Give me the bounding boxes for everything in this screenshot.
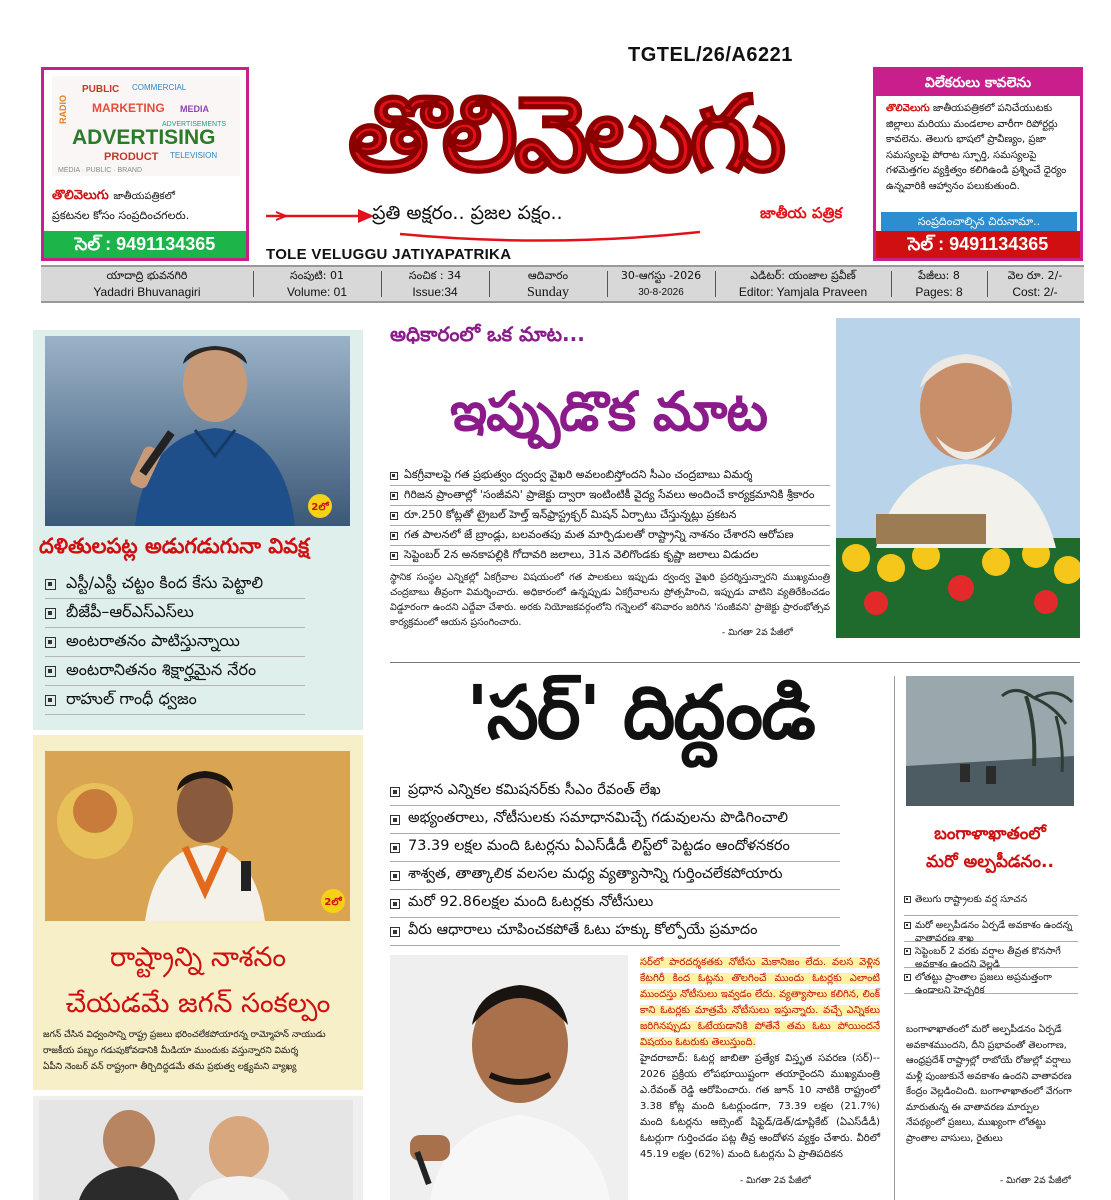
continued-badge-label: 2లో xyxy=(311,502,329,513)
person-illustration xyxy=(45,751,350,921)
list-item xyxy=(904,916,1078,942)
bullet-text: లోతట్టు ప్రాంతాల ప్రజలు అప్రమత్తంగా ఉండాలని హెచ్చరిక xyxy=(915,972,1052,996)
list-item xyxy=(45,599,305,628)
left-story-bullets xyxy=(45,570,305,715)
bullet-icon xyxy=(390,899,400,909)
headline-line: బంగాళాఖాతంలో xyxy=(934,824,1046,844)
pages-telugu: పేజీలు: 8 xyxy=(918,269,960,282)
advertising-word-cloud xyxy=(52,76,240,176)
list-item xyxy=(390,834,840,862)
date-english: 30-8-2026 xyxy=(638,287,684,298)
bullet-icon xyxy=(390,843,400,853)
bullet-icon xyxy=(390,492,398,500)
tagline-swoosh xyxy=(400,230,700,244)
info-separator xyxy=(987,271,988,297)
bullet-text: బీజేపీ–ఆర్ఎస్ఎస్‌లు xyxy=(66,601,194,621)
day-telugu: ఆదివారం xyxy=(527,269,569,282)
bullet-icon xyxy=(45,666,56,677)
reporters-brand: తొలివెలుగు xyxy=(886,103,930,114)
bullet-icon xyxy=(390,472,398,480)
left-story-bottom[interactable] xyxy=(33,1096,363,1200)
bottom-story-photo[interactable] xyxy=(39,1100,353,1200)
cloud-word: COMMERCIAL xyxy=(132,83,187,92)
info-separator xyxy=(891,271,892,297)
reporters-wanted-heading: విలేకరులు కావలెను xyxy=(876,70,1080,96)
list-item xyxy=(45,657,305,686)
bullet-icon xyxy=(390,532,398,540)
info-place xyxy=(47,267,247,301)
list-item xyxy=(390,546,830,566)
bullet-icon xyxy=(45,608,56,619)
continued-badge-label: 2లో xyxy=(324,897,342,908)
cloud-word: TELEVISION xyxy=(170,151,218,160)
ad-brand-line xyxy=(52,188,242,206)
info-separator xyxy=(381,271,382,297)
day-english: Sunday xyxy=(527,285,569,300)
column-rule xyxy=(894,676,895,1200)
place-english: Yadadri Bhuvanagiri xyxy=(93,285,201,299)
issue-telugu: సంచిక : 34 xyxy=(408,269,462,282)
story1-kicker: అధికారంలో ఒక మాట... xyxy=(390,322,585,346)
cloud-word: MARKETING xyxy=(92,101,165,115)
reporters-wanted-ad[interactable] xyxy=(873,67,1083,261)
bullet-icon xyxy=(390,815,400,825)
story1-bullets xyxy=(390,466,830,566)
bullet-icon xyxy=(45,637,56,648)
summary-line: జగన్ చేసిన విధ్వంసాన్ని రాష్ట్ర ప్రజలు భరించలేకపోయారన్న రామ్మోహన్ నాయుడు xyxy=(43,1030,326,1040)
list-item xyxy=(390,862,840,890)
bullet-text: అంటరానితనం శిక్షార్హమైన నేరం xyxy=(66,659,257,679)
bullet-text: మరో 92.86లక్షల మంది ఓటర్లకు నోటీసులు xyxy=(408,893,654,910)
bullet-text: అభ్యంతరాలు, నోటీసులకు సమాధానమిచ్చే గడువులను పొడిగించాలి xyxy=(408,809,789,826)
cloud-word: PUBLIC xyxy=(82,84,120,95)
info-separator xyxy=(715,271,716,297)
list-item xyxy=(904,968,1078,994)
bullet-icon xyxy=(390,927,400,937)
info-separator xyxy=(607,271,608,297)
bullet-text: రూ.250 కోట్లతో ట్రైబల్ హెల్త్ ఇన్‌ఫ్రాస్ట్రక్చర్ మిషన్ ఏర్పాటు చేస్తున్నట్లు ప్రకటన xyxy=(404,507,737,521)
registration-number: TGTEL/26/A6221 xyxy=(628,44,793,66)
list-item xyxy=(45,628,305,657)
cloud-word: MEDIA xyxy=(180,104,209,114)
contact-address-label: సంప్రదించాల్సిన చిరునామా.. xyxy=(881,212,1077,232)
bullet-text: అంటరాతనం పాటిస్తున్నాయి xyxy=(66,630,240,650)
bullet-icon xyxy=(904,896,911,903)
story2-bullets xyxy=(390,778,840,946)
price-english: Cost: 2/- xyxy=(1012,285,1058,299)
story2-body-text: హైదరాబాద్: ఓటర్ల జాబితా ప్రత్యేక విస్తృత సవరణ (సర్)-- 2026 ప్రక్రియ లోపభూయిష్టంగా తయారైందని ముఖ్యమంత్రి ఎ.రేవంత్ రెడ్డి ఆరోపించారు. గత జూన్ 10 నాటికి రాష్ట్రంలో 3.38 కోట్ల మంది ఓటర్లుండగా, 73.39 లక్షల (21.7%) మంది ఓటర్లను ఆబ్సెంట్ షిఫ్టెడ్/డెత్/డూప్లికేట్ (ఏఎస్‌డీడీ) ఓటర్లుగా గుర్తించడం పట్ల తీవ్ర ఆందోళన వ్యక్తం చేశారు. వీరిలో 45.19 లక్షల (62%) మంది ఓటర్లను ఏ ప్రాతిపదికన xyxy=(640,1053,880,1160)
info-separator xyxy=(253,271,254,297)
volume-english: Volume: 01 xyxy=(286,285,348,299)
right-story-bullets xyxy=(904,890,1078,994)
bullet-icon xyxy=(45,695,56,706)
bullet-icon xyxy=(45,579,56,590)
bullet-text: సెప్టెంబర్ 2 వరకు వర్షాల తీవ్రత కొనసాగే అవకాశం ఉందని వెల్లడి xyxy=(915,946,1061,970)
cyclone-rain-photo[interactable] xyxy=(906,676,1074,806)
revanth-reddy-photo[interactable] xyxy=(390,955,628,1200)
date-telugu: 30-ఆగస్టు -2026 xyxy=(620,269,702,282)
story2-highlight: సర్‌లో పారదర్శకతకు నోటీసు మెకానిజం లేదు. వలస వెళ్లిన కేటగిరీ కింద ఓట్లను తొలగించే ముందు ఓటర్లకు ఎలాంటి ముందస్తు నోటీసులు ఇవ్వడం లేదు. వ్యత్యాసాలు కలిగిన, లింక్ కాని ఓటర్లకు మాత్రమే నోటీసులు ఇస్తున్నారు. వచ్చే ఎన్నికలు జరిగినప్పుడు ఓటేయడానికి పోతేనే తమ ఓటు పోయిందనే విషయం ఓటరుకు తెలుస్తుంది. xyxy=(640,957,880,1048)
ad-phone-number[interactable]: సెల్ : 9491134365 xyxy=(44,231,246,258)
pages-english: Pages: 8 xyxy=(915,285,963,299)
list-item xyxy=(45,686,305,715)
summary-line: ఏపీని నెంబర్ వన్ రాష్ట్రంగా తీర్చిదిద్దడమే తమ ప్రభుత్వ లక్ష్యమని వ్యాఖ్య xyxy=(43,1062,297,1072)
bullet-text: గత పాలనలో జే బ్రాండ్లు, బలవంతపు మత మార్పిడులతో రాష్ట్రాన్ని నాశనం చేశారని ఆరోపణ xyxy=(404,527,794,541)
left-story2-headline xyxy=(43,935,353,1027)
bullet-text: శాశ్వత, తాత్కాలిక వలసల మధ్య వ్యత్యాసాన్ని గుర్తించలేకపోయారు xyxy=(408,865,783,882)
left-story-headline: దళితులపట్ల అడుగడుగునా వివక్ష xyxy=(39,534,310,558)
left-story-jagan[interactable] xyxy=(33,735,363,1090)
bullet-text: తెలుగు రాష్ట్రాలకు వర్ష సూచన xyxy=(915,894,1028,905)
bullet-text: ప్రధాన ఎన్నికల కమిషనర్‌కు సీఎం రేవంత్ లేఖ xyxy=(408,781,661,798)
info-issue xyxy=(385,267,485,301)
place-telugu: యాదాద్రి భువనగిరి xyxy=(106,269,188,282)
story1-headline[interactable]: ఇప్పుడొక మాట xyxy=(449,380,768,443)
person-illustration xyxy=(45,336,350,526)
people-illustration xyxy=(39,1100,353,1200)
bullet-icon xyxy=(390,512,398,520)
bullet-icon xyxy=(904,948,911,955)
right-story-headline[interactable] xyxy=(902,820,1078,876)
reporters-wanted-text xyxy=(886,101,1076,194)
list-item xyxy=(904,890,1078,916)
ad-brand-suffix: జాతీయపత్రికలో xyxy=(113,191,175,202)
info-editor xyxy=(719,267,887,301)
cloud-word: ADVERTISEMENTS xyxy=(162,121,227,128)
story2-headline[interactable]: 'సర్' దిద్దండి xyxy=(466,670,814,756)
chandrababu-photo[interactable] xyxy=(836,318,1080,638)
tagline-arrow-icon xyxy=(262,204,382,228)
list-item xyxy=(390,806,840,834)
cloud-word: MEDIA · PUBLIC · BRAND xyxy=(58,167,143,174)
cloud-word: ADVERTISING xyxy=(72,126,216,149)
bullet-text: ఏకగ్రీవాలపై గత ప్రభుత్వం ద్వంద్వ వైఖరి అవలంబిస్తోందని సీఎం చంద్రబాబు విమర్శ xyxy=(404,467,753,481)
issue-info-bar xyxy=(41,265,1084,303)
bullet-text: సెప్టెంబర్ 2న అనకాపల్లికి గోదావరి జలాలు, 31న వెలిగొండకు కృష్ణా జలాలు విడుదల xyxy=(404,547,759,561)
bullet-text: ఎస్టీ/ఎస్టీ చట్టం కింద కేసు పెట్టాలి xyxy=(66,572,264,592)
list-item xyxy=(390,526,830,546)
editor-english: Editor: Yamjala Praveen xyxy=(738,285,868,299)
rahul-gandhi-photo[interactable] xyxy=(45,336,350,526)
bullet-text: మరో అల్పపీడనం ఏర్పడే అవకాశం ఉందన్న వాతావరణ శాఖ xyxy=(915,920,1073,944)
bullet-icon xyxy=(904,974,911,981)
english-name: TOLE VELUGGU JATIYAPATRIKA xyxy=(266,246,512,263)
section-divider xyxy=(390,662,1080,663)
issue-english: Issue:34 xyxy=(412,285,458,299)
cloud-word: PRODUCT xyxy=(104,151,159,163)
info-price xyxy=(991,267,1079,301)
bullet-icon xyxy=(390,552,398,560)
person-illustration xyxy=(836,318,1080,638)
masthead[interactable] xyxy=(262,70,868,210)
headline-line: చేయడమే జగన్ సంకల్పం xyxy=(65,988,331,1019)
right-story-continued[interactable]: - మిగతా 2వ పేజీలో xyxy=(1000,1176,1071,1186)
newspaper-title: తొలివెలుగు xyxy=(347,73,783,195)
editor-telugu: ఎడిటర్: యంజాల ప్రవీణ్ xyxy=(750,269,856,282)
right-story-body: బంగాళాఖాతంలో మరో అల్పపీడనం ఏర్పడే అవకాశముందని, దీని ప్రభావంతో తెలంగాణ, ఆంధ్రప్రదేశ్ రాష్ట్రాల్లో రాబోయే రోజుల్లో వర్షాలు మళ్లీ పుంజుకునే అవకాశం ఉందని వాతావరణ కేంద్రం వెల్లడించింది. బంగాళాఖాతంలో వేగంగా మారుతున్న ఈ వాతావరణ మార్పుల నేపథ్యంలో ప్రజలు, ముఖ్యంగా లోతట్టు ప్రాంతాల వాసులు, రైతులు xyxy=(906,1024,1072,1144)
list-item xyxy=(45,570,305,599)
tagline: ప్రతి అక్షరం.. ప్రజల పక్షం.. xyxy=(372,202,563,224)
bullet-text: వీరు ఆధారాలు చూపించకపోతే ఓటు హక్కు కోల్పోయే ప్రమాదం xyxy=(408,921,758,938)
list-item xyxy=(390,890,840,918)
left-story2-lines xyxy=(43,1027,357,1075)
cloud-word: RADIO xyxy=(58,95,68,124)
left-story-rahul[interactable] xyxy=(33,330,363,730)
info-day xyxy=(493,267,603,301)
reporters-phone-number[interactable]: సెల్ : 9491134365 xyxy=(876,231,1080,258)
bullet-text: గిరిజన ప్రాంతాల్లో 'సంజీవని' ప్రాజెక్టు ద్వారా ఇంటింటికీ వైద్య సేవలు అందించే కార్యక్రమానికి శ్రీకారం xyxy=(404,487,815,501)
national-paper-badge: జాతీయ పత్రిక xyxy=(760,204,843,222)
summary-line: రాజకీయ పబ్బం గడుపుకోవడానికి మీడియా ముందుకు వస్తున్నారని విమర్శ xyxy=(43,1046,299,1056)
info-pages xyxy=(895,267,983,301)
storm-illustration xyxy=(906,676,1074,806)
rammohan-naidu-photo[interactable] xyxy=(45,751,350,921)
bullet-icon xyxy=(390,871,400,881)
bullet-icon xyxy=(904,922,911,929)
bullet-text: 73.39 లక్షల మంది ఓటర్లను ఏఎస్‌డీడీ లిస్ట్‌లో పెట్టడం ఆందోళనకరం xyxy=(408,837,790,854)
info-separator xyxy=(489,271,490,297)
price-telugu: వెల రూ. 2/- xyxy=(1007,269,1063,282)
list-item xyxy=(390,466,830,486)
story1-continued[interactable]: - మిగతా 2వ పేజీలో xyxy=(722,628,793,638)
story1-body: స్థానిక సంస్థల ఎన్నికల్లో ఏకగ్రీవాల విషయంలో గత పాలకులు ఇప్పుడు ద్వంద్వ వైఖరి ప్రదర్శిస్తున్నారని ముఖ్యమంత్రి చంద్రబాబు తీవ్రంగా విమర్శించారు. అధికారంలో ఉన్నప్పుడు ఏకగ్రీవాలను ప్రోత్సహించి, ఇప్పుడు వాటిని వ్యతిరేకించడం విడ్డూరంగా ఉందని ఎద్దేవా చేశారు. అరకు నియోజకవర్గంలోని గన్నెలలో శనివారం జరిగిన 'సంజీవని' ప్రాజెక్టు ప్రారంభోత్సవ కార్యక్రమంలో ఆయన ప్రసంగించారు. xyxy=(390,572,830,628)
info-date xyxy=(611,267,711,301)
list-item xyxy=(390,778,840,806)
list-item xyxy=(390,486,830,506)
headline-line: రాష్ట్రాన్ని నాశనం xyxy=(109,942,287,973)
list-item xyxy=(390,506,830,526)
bullet-text: రాహుల్ గాంధీ ధ్వజం xyxy=(66,688,197,708)
story2-body xyxy=(640,955,880,1163)
bullet-icon xyxy=(390,787,400,797)
story2-continued[interactable]: - మిగతా 2వ పేజీలో xyxy=(740,1176,811,1186)
ad-brand: తొలివెలుగు xyxy=(52,188,109,203)
ad-description: ప్రకటనల కోసం సంప్రదించగలరు. xyxy=(52,209,190,222)
headline-line: మరో అల్పపీడనం.. xyxy=(926,852,1054,872)
volume-telugu: సంపుటి: 01 xyxy=(290,269,344,282)
list-item xyxy=(904,942,1078,968)
person-illustration xyxy=(390,955,628,1200)
info-volume xyxy=(257,267,377,301)
list-item xyxy=(390,918,840,946)
reporters-description: జాతీయపత్రికలో పనిచేయుటకు జిల్లాలు మరియు మండలాల వారీగా రిపోర్టర్లు కావలెను. తెలుగు భాషలో ప్రావీణ్యం, ప్రజా సమస్యలపై పోరాట స్ఫూర్తి, సమస్యలపై గళమెత్తగల వ్యక్తిత్వం కలిగిఉండి ప్రశ్నించే ధైర్యం ఉన్నవారికి ఆహ్వానం పలుకుతుంది. xyxy=(886,103,1067,192)
advertising-ad-box[interactable] xyxy=(41,67,249,261)
